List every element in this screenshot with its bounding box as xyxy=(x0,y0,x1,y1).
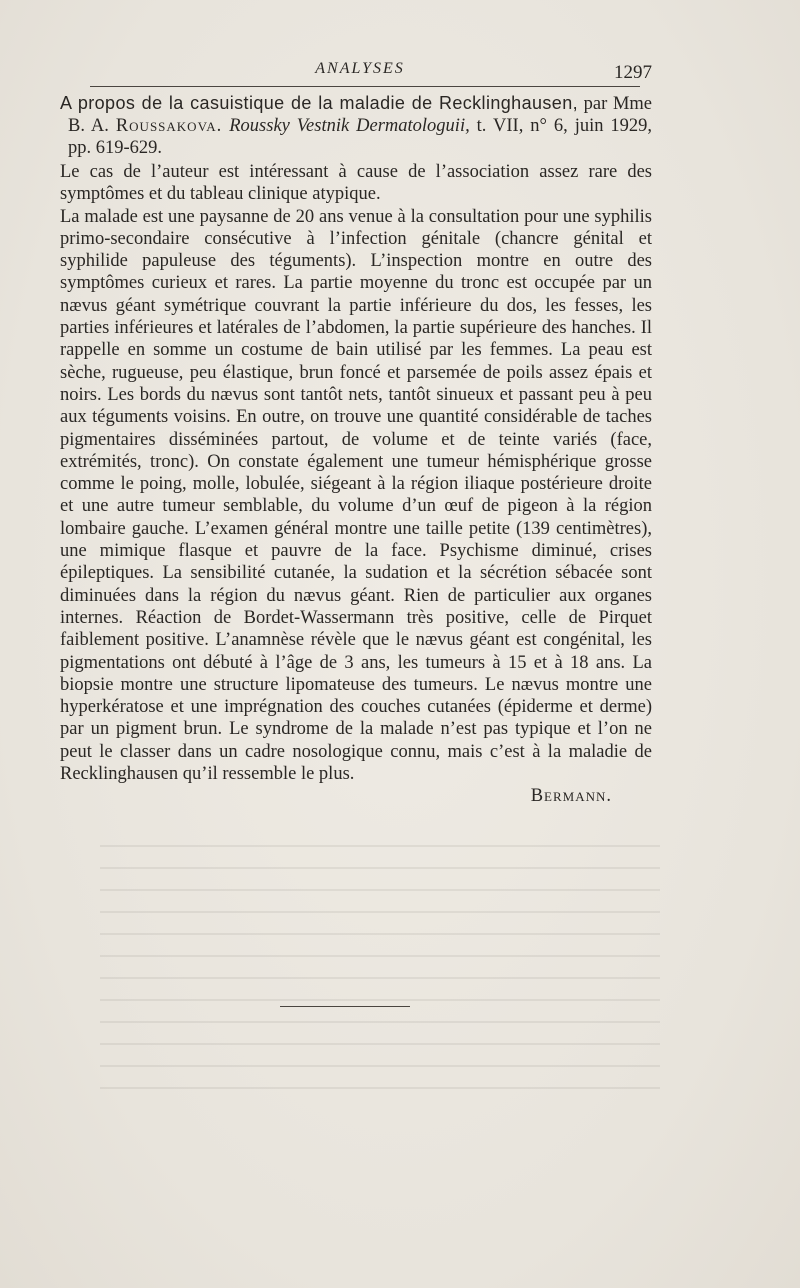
journal-name: Roussky Vestnik Dermatologuii, xyxy=(229,116,470,136)
byline-prefix: Mme B. A. xyxy=(68,94,652,136)
running-head xyxy=(60,60,660,84)
title-par: par xyxy=(583,94,608,114)
running-title: ANALYSES xyxy=(315,60,405,77)
article xyxy=(60,92,653,807)
author-name: Roussakova. xyxy=(115,116,223,136)
end-rule xyxy=(280,1006,410,1007)
paragraph-case: La malade est une paysanne de 20 ans venue à la consultation pour une syphilis primo-secondaire consécutive à l’infection génitale (chancre génital et syphilide papuleuse des téguments). L’inspection montre en outre des symptômes curieux et rares. La partie moyenne du tronc est occupée par un nævus géant symétrique couvrant la partie inférieure du dos, les fesses, les parties inférieures et latérales de l’abdomen, la partie supérieure des hanches. Il rappelle en somme un costume de bain utilisé par les femmes. La peau est sèche, rugueuse, peu élastique, brun foncé et parsemée de poils assez épais et noirs. Les bords du nævus sont tantôt nets, tantôt sinueux et passant peu à peu aux téguments voisins. En outre, on trouve une quantité considérable de taches pigmentaires disséminées partout, de volume et de teinte variés (face, extrémités, tronc). On constate également une tumeur hémisphérique grosse comme le poing, molle, lobulée, siégeant à la région iliaque postérieure droite et une autre tumeur semblable, du volume d’un œuf de pigeon à la région lombaire gauche. L’examen général montre une taille petite (139 centimètres), une mimique flasque et pauvre de la face. Psychisme diminué, crises épileptiques. La sensibilité cutanée, la sudation et la sécrétion sébacée sont diminuées dans la région du nævus géant. Rien de particulier aux organes internes. Réaction de Bordet-Wassermann très positive, celle de Pirquet faiblement positive. L’anamnèse révèle que le nævus géant est congénital, les pigmentations ont débuté à l’âge de 3 ans, les tumeurs à 15 et à 18 ans. La biopsie montre une structure lipomateuse des tumeurs. Le nævus montre une hyperkératose et une imprégnation des couches cutanées (épiderme et derme) par un pigment brun. Le syndrome de la malade n’est pas typique et l’on ne peut le classer dans un cadre nosologique connu, mais c’est à la maladie de Recklinghausen qu’il ressemble le plus. xyxy=(60,206,652,785)
page-number: 1297 xyxy=(614,62,652,83)
article-title xyxy=(60,92,652,159)
signature: Bermann. xyxy=(530,786,612,807)
citation: t. VII, n° 6, juin 1929, pp. 619-629. xyxy=(68,116,653,158)
header-rule xyxy=(90,86,640,87)
bleed-through-texture xyxy=(100,845,660,1175)
paragraph-intro: Le cas de l’auteur est intéressant à cause de l’association assez rare des symptômes et du tableau clinique atypique. xyxy=(60,162,652,205)
title-heading: A propos de la casuistique de la maladie de Recklinghausen, xyxy=(60,93,579,113)
